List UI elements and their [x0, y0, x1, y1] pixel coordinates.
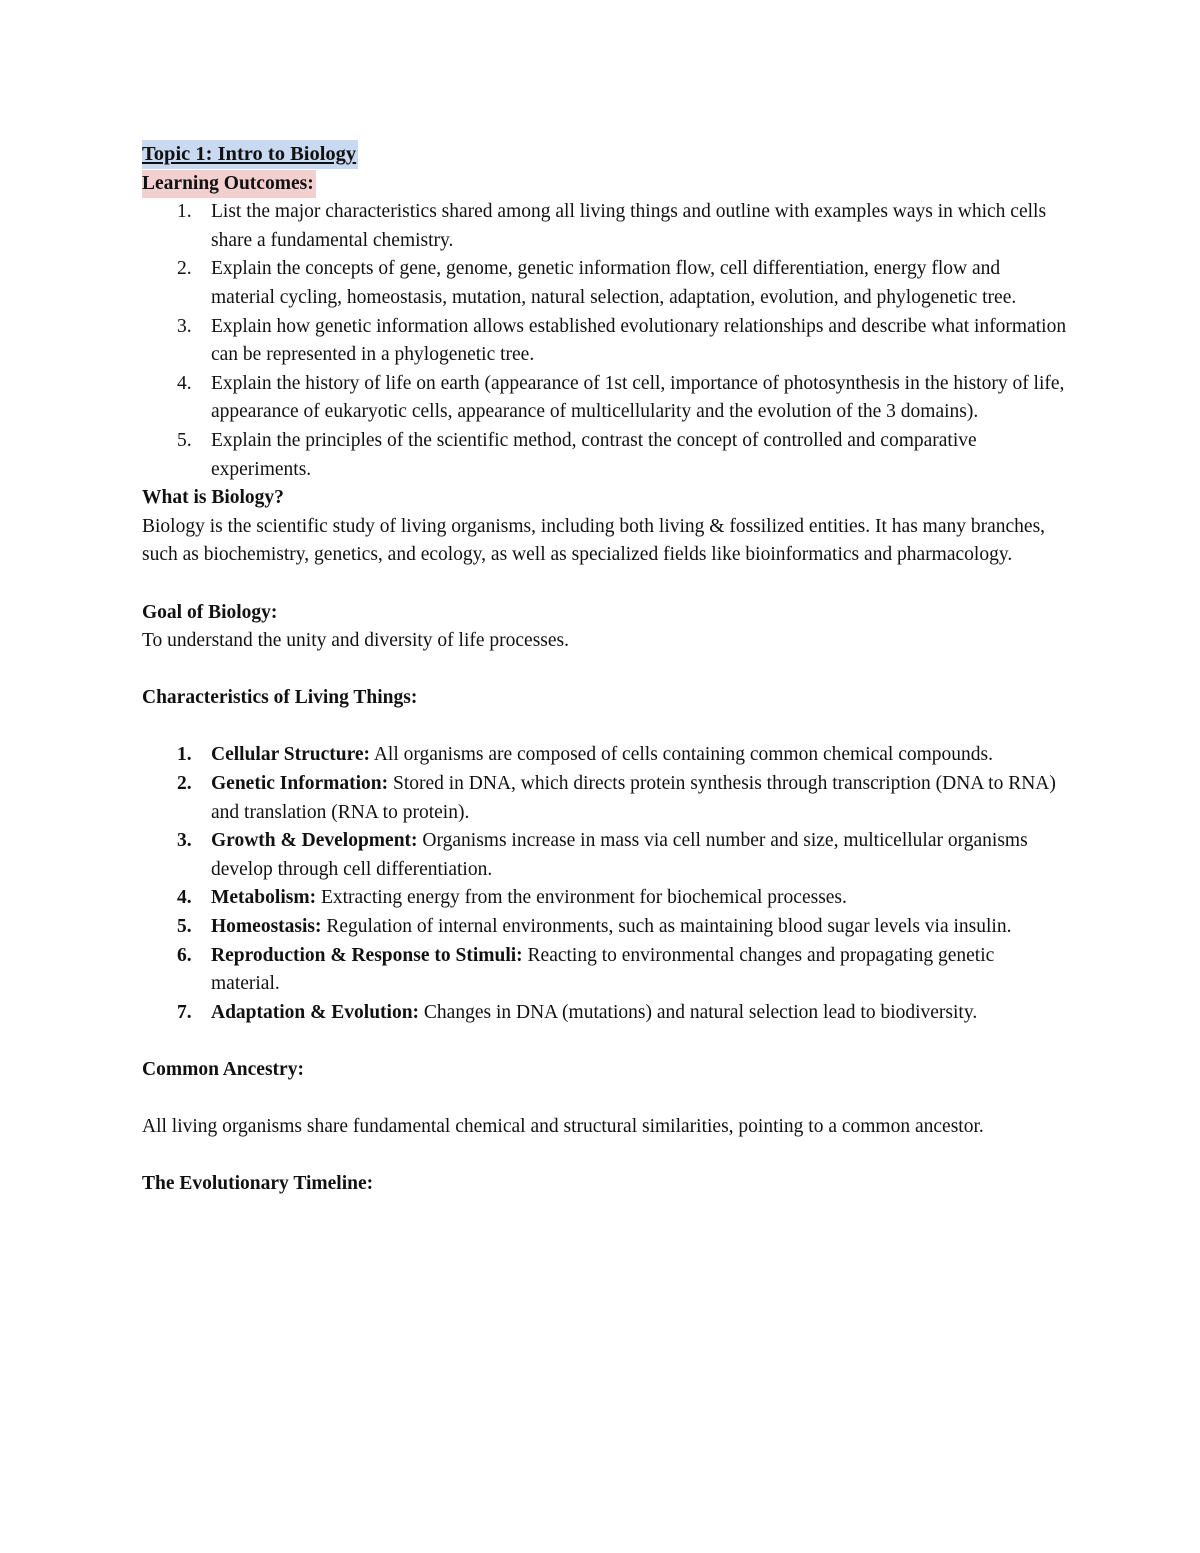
- learning-outcome-item: [142, 313, 1067, 370]
- list-number: 7.: [177, 1001, 192, 1023]
- topic-title: Topic 1: Intro to Biology: [142, 140, 358, 169]
- characteristic-item: [142, 942, 1067, 999]
- topic-title-line: [142, 140, 1067, 170]
- spacer: [142, 1142, 1067, 1171]
- learning-outcome-text: Explain how genetic information allows established evolutionary relationships and describe what information can be represented in a phylogenetic tree.: [211, 315, 1067, 366]
- characteristic-text: Changes in DNA (mutations) and natural selection lead to biodiversity.: [419, 1001, 978, 1023]
- characteristic-item: [142, 770, 1067, 827]
- learning-outcomes-label-line: [142, 170, 1067, 199]
- characteristic-text: Regulation of internal environments, such as maintaining blood sugar levels via insulin.: [321, 916, 1012, 938]
- list-number: 4.: [177, 372, 192, 394]
- characteristic-item: [142, 999, 1067, 1028]
- spacer: [142, 656, 1067, 685]
- learning-outcome-item: [142, 427, 1067, 484]
- characteristic-item: [142, 741, 1067, 770]
- learning-outcomes-list: [142, 198, 1067, 484]
- spacer: [142, 1027, 1067, 1056]
- list-number: 3.: [177, 315, 192, 337]
- timeline-heading: The Evolutionary Timeline:: [142, 1173, 374, 1195]
- list-number: 4.: [177, 887, 192, 909]
- characteristic-text: Reacting to environmental changes and propagating genetic material.: [211, 944, 995, 995]
- characteristics-heading: Characteristics of Living Things:: [142, 687, 418, 709]
- characteristic-item: [142, 827, 1067, 884]
- learning-outcome-text: List the major characteristics shared among all living things and outline with examples ways in which cells share a fundamental chemistry.: [211, 201, 1047, 251]
- characteristic-item: [142, 913, 1067, 942]
- characteristic-term: Genetic Information:: [211, 773, 389, 795]
- characteristic-term: Adaptation & Evolution:: [211, 1001, 420, 1023]
- list-number: 3.: [177, 830, 192, 852]
- list-number: 1.: [177, 201, 192, 223]
- learning-outcome-text: Explain the concepts of gene, genome, genetic information flow, cell differentiation, energy flow and material cycling, homeostasis, mutation, natural selection, adaptation, evolution, and phylogenetic tree.: [211, 258, 1017, 308]
- what-is-biology-text: Biology is the scientific study of living organisms, including both living & fossilized entities. It has many branches, such as biochemistry, genetics, and ecology, as well as specialized fields like bioinformatics and pharmacology.: [142, 515, 1046, 566]
- list-number: 2.: [177, 773, 192, 795]
- document-page: [142, 140, 1067, 1199]
- goal-heading: Goal of Biology:: [142, 601, 278, 623]
- goal-text: To understand the unity and diversity of life processes.: [142, 630, 569, 652]
- list-number: 6.: [177, 944, 192, 966]
- list-number: 5.: [177, 429, 192, 451]
- characteristics-list: [142, 741, 1067, 1027]
- characteristic-text: Stored in DNA, which directs protein synthesis through transcription (DNA to RNA) and translation (RNA to protein).: [211, 773, 1056, 823]
- common-ancestry-heading: Common Ancestry:: [142, 1059, 304, 1080]
- characteristic-term: Cellular Structure:: [211, 744, 371, 766]
- list-number: 2.: [177, 258, 192, 280]
- list-number: 5.: [177, 916, 192, 938]
- spacer: [142, 713, 1067, 742]
- characteristic-text: Organisms increase in mass via cell number and size, multicellular organisms develop through cell differentiation.: [211, 830, 1028, 880]
- learning-outcome-text: Explain the principles of the scientific method, contrast the concept of controlled and comparative experiments.: [211, 429, 977, 480]
- spacer: [142, 570, 1067, 599]
- learning-outcome-item: [142, 255, 1067, 312]
- characteristic-text: All organisms are composed of cells containing common chemical compounds.: [370, 744, 994, 766]
- spacer: [142, 1085, 1067, 1114]
- characteristic-term: Metabolism:: [211, 887, 317, 909]
- what-is-biology-heading: What is Biology?: [142, 487, 284, 509]
- characteristic-term: Homeostasis:: [211, 916, 322, 938]
- characteristic-item: [142, 884, 1067, 913]
- characteristic-term: Reproduction & Response to Stimuli:: [211, 944, 523, 966]
- learning-outcome-text: Explain the history of life on earth (appearance of 1st cell, importance of photosynthesis in the history of life, appearance of eukaryotic cells, appearance of multicellularity and the evolution of the 3 domains).: [211, 372, 1065, 423]
- characteristic-text: Extracting energy from the environment for biochemical processes.: [316, 887, 847, 909]
- characteristic-term: Growth & Development:: [211, 830, 418, 852]
- learning-outcomes-label: Learning Outcomes:: [142, 170, 316, 199]
- list-number: 1.: [177, 744, 192, 766]
- learning-outcome-item: [142, 198, 1067, 255]
- learning-outcome-item: [142, 370, 1067, 427]
- common-ancestry-text: All living organisms share fundamental chemical and structural similarities, pointing to a common ancestor.: [142, 1116, 984, 1138]
